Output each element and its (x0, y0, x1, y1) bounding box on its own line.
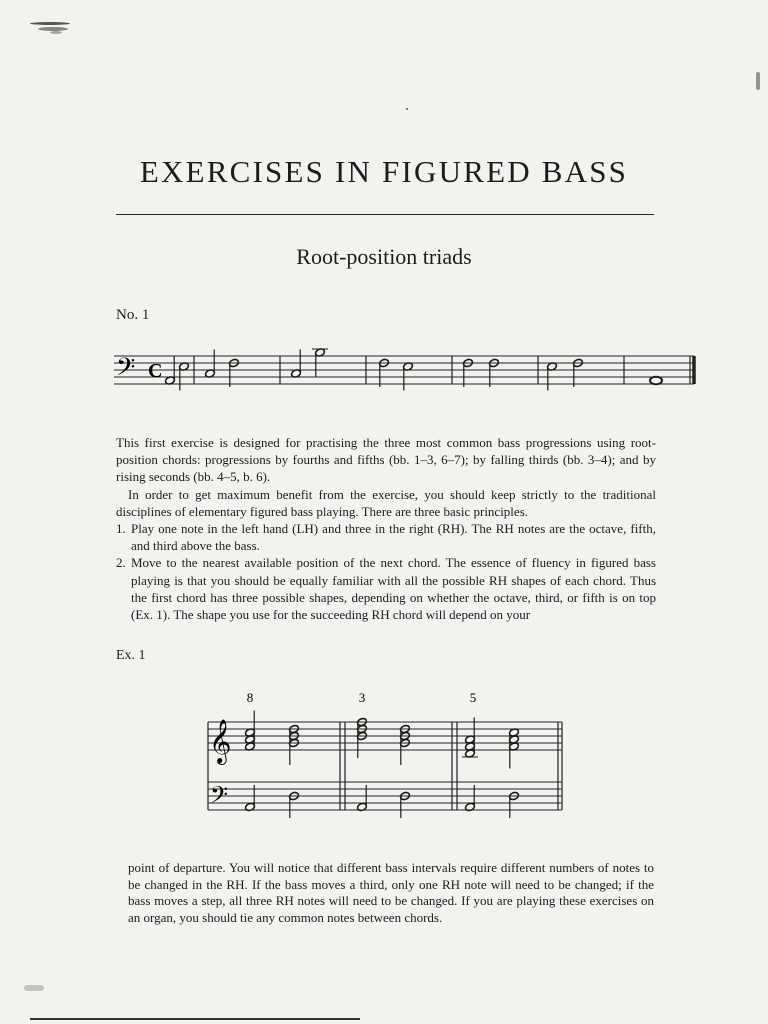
half-note (290, 350, 301, 379)
exercise-label: No. 1 (116, 307, 150, 323)
figure-label: 8 (246, 690, 254, 705)
grand-barlines (340, 722, 562, 810)
half-note (288, 791, 299, 818)
chords (245, 711, 520, 769)
section-subtitle: Root-position triads (296, 244, 472, 269)
half-note (314, 348, 325, 377)
bass-clef-icon: 𝄢 (210, 783, 229, 814)
chord (400, 724, 411, 765)
treble-staff-lines (208, 722, 562, 750)
principle-number: 2. (116, 555, 126, 571)
principle-text: Move to the nearest available position of the next chord. The essence of fluency in figured bass playing is that you should be equally familiar with all the possible RH shapes of each chord. Thus the first chord has three possible shapes, depending on whether the octave, third, or fifth is on top (Ex. 1). The shape you use for the succeeding RH chord will depend on your (131, 555, 656, 623)
intro-block (116, 434, 656, 520)
principle-text: Play one note in the left hand (LH) and three in the right (RH). The RH notes are the octave, fifth, and third above the bass. (131, 521, 656, 554)
chord (289, 724, 300, 765)
chord (509, 728, 520, 769)
principle-item (116, 554, 656, 623)
treble-clef-icon: 𝄞 (209, 721, 232, 763)
whole-note (650, 377, 662, 385)
example-label: Ex. 1 (116, 648, 146, 663)
figure-label: 5 (469, 690, 477, 705)
intro-paragraph: This first exercise is designed for practising the three most common bass progressions using root-position chords: progressions by fourths and fifths (bb. 1–3, 6–7); by falling thirds (bb. 3–4); and by rising seconds (bb. 4–5, b. 6). (116, 435, 656, 485)
chord (245, 711, 256, 752)
half-note (204, 350, 215, 379)
continuation-block (128, 860, 654, 926)
scan-speck (756, 72, 760, 90)
bass-clef-icon: 𝄢 (116, 354, 136, 387)
scan-speck (24, 985, 44, 991)
chord (465, 718, 476, 759)
title-rule (116, 214, 654, 215)
bass-staff-no1 (110, 340, 710, 406)
principle-item (116, 520, 656, 554)
example-grand-staff (200, 684, 570, 824)
continuation-paragraph: point of departure. You will notice that different bass intervals require different numbers of notes to be changed in the RH. If the bass moves a third, only one RH note will need to be changed; if the bass moves a step, all three RH notes will need to be changed. If you are playing these exercises on an organ, you should tie any common notes between chords. (128, 860, 654, 925)
principle-number: 1. (116, 521, 126, 536)
principles-list (116, 520, 656, 623)
scan-speck (406, 108, 408, 110)
scan-smudge (30, 20, 78, 34)
half-note (164, 357, 175, 386)
figure-label: 3 (358, 690, 366, 705)
half-note (399, 791, 410, 818)
chord (357, 717, 368, 758)
half-note (508, 791, 519, 818)
half-note (402, 362, 413, 391)
example-bass-notes (244, 785, 519, 818)
principles-intro: In order to get maximum benefit from the exercise, you should keep strictly to the traditional disciplines of elementary figured bass playing. There are three basic principles. (116, 486, 656, 519)
half-note (178, 362, 189, 391)
time-signature: C (148, 360, 163, 382)
scan-edge (30, 1018, 360, 1020)
half-note (546, 362, 557, 391)
page-title: EXERCISES IN FIGURED BASS (139, 154, 629, 189)
